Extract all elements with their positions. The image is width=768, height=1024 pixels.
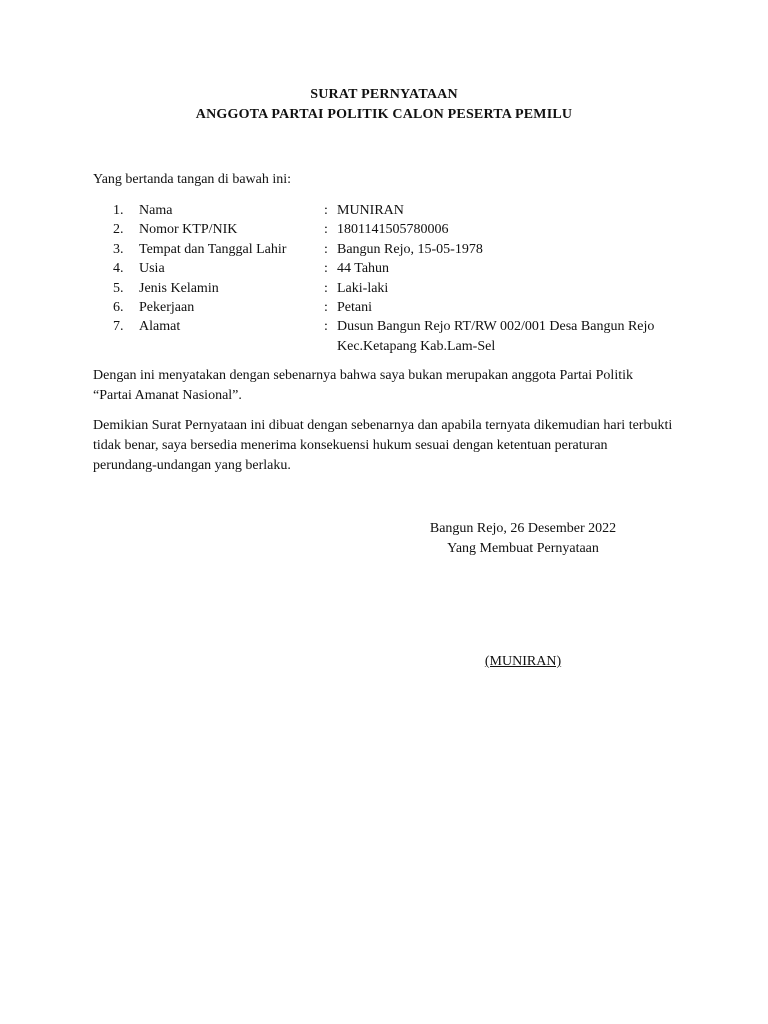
field-value: 1801141505780006: [337, 222, 449, 238]
field-label: Tempat dan Tanggal Lahir: [139, 241, 287, 257]
field-row-occupation: [113, 298, 693, 317]
field-colon: :: [324, 203, 328, 218]
field-label: Jenis Kelamin: [139, 280, 219, 296]
field-colon: :: [324, 299, 328, 315]
field-number: 1.: [113, 203, 124, 218]
identity-fields: [113, 201, 693, 357]
field-number: 3.: [113, 241, 124, 257]
field-value: 44 Tahun: [337, 261, 390, 277]
signature-name: [378, 652, 668, 672]
field-value: Dusun Bangun Rejo RT/RW 002/001 Desa Bangun Rejo Kec.Ketapang Kab.Lam-Sel: [337, 319, 655, 354]
field-row-address: [113, 317, 693, 357]
field-number: 2.: [113, 222, 124, 238]
field-value: Bangun Rejo, 15-05-1978: [337, 241, 483, 257]
field-number: 4.: [113, 261, 124, 277]
signature-place-date: Bangun Rejo, 26 Desember 2022: [429, 521, 617, 536]
field-row-age: [113, 259, 693, 278]
field-row-nik: [113, 220, 693, 239]
field-colon: :: [324, 222, 328, 238]
document-title: SURAT PERNYATAAN: [310, 87, 458, 102]
field-number: 6.: [113, 299, 124, 315]
field-row-name: [113, 201, 693, 220]
statement-paragraph: Dengan ini menyatakan dengan sebenarnya bahwa saya bukan merupakan anggota Partai Politik “Partai Amanat Nasional”.: [93, 368, 633, 403]
field-row-gender: [113, 279, 693, 298]
field-value: Petani: [337, 299, 372, 315]
field-label: Usia: [139, 261, 165, 277]
field-label: Nomor KTP/NIK: [139, 222, 238, 238]
field-colon: :: [324, 280, 328, 296]
document-subtitle: ANGGOTA PARTAI POLITIK CALON PESERTA PEMILU: [195, 107, 573, 122]
field-label: Nama: [139, 203, 173, 218]
signature-name-text: (MUNIRAN): [484, 654, 562, 669]
field-value: MUNIRAN: [337, 203, 404, 218]
field-number: 5.: [113, 280, 124, 296]
field-colon: :: [324, 261, 328, 277]
field-label: Pekerjaan: [139, 299, 195, 315]
intro-text: Yang bertanda tangan di bawah ini:: [93, 172, 292, 187]
field-row-birth: [113, 240, 693, 259]
field-colon: :: [324, 241, 328, 257]
field-value: Laki-laki: [337, 280, 389, 296]
signature-role: Yang Membuat Pernyataan: [447, 541, 599, 556]
field-number: 7.: [113, 319, 124, 335]
field-colon: :: [324, 319, 328, 335]
closing-paragraph: Demikian Surat Pernyataan ini dibuat dengan sebenarnya dan apabila ternyata dikemudian hari terbukti tidak benar, saya bersedia menerima konsekuensi hukum sesuai dengan ketentuan peraturan perundang-undangan yang berlaku.: [93, 418, 673, 473]
field-label: Alamat: [139, 319, 181, 335]
